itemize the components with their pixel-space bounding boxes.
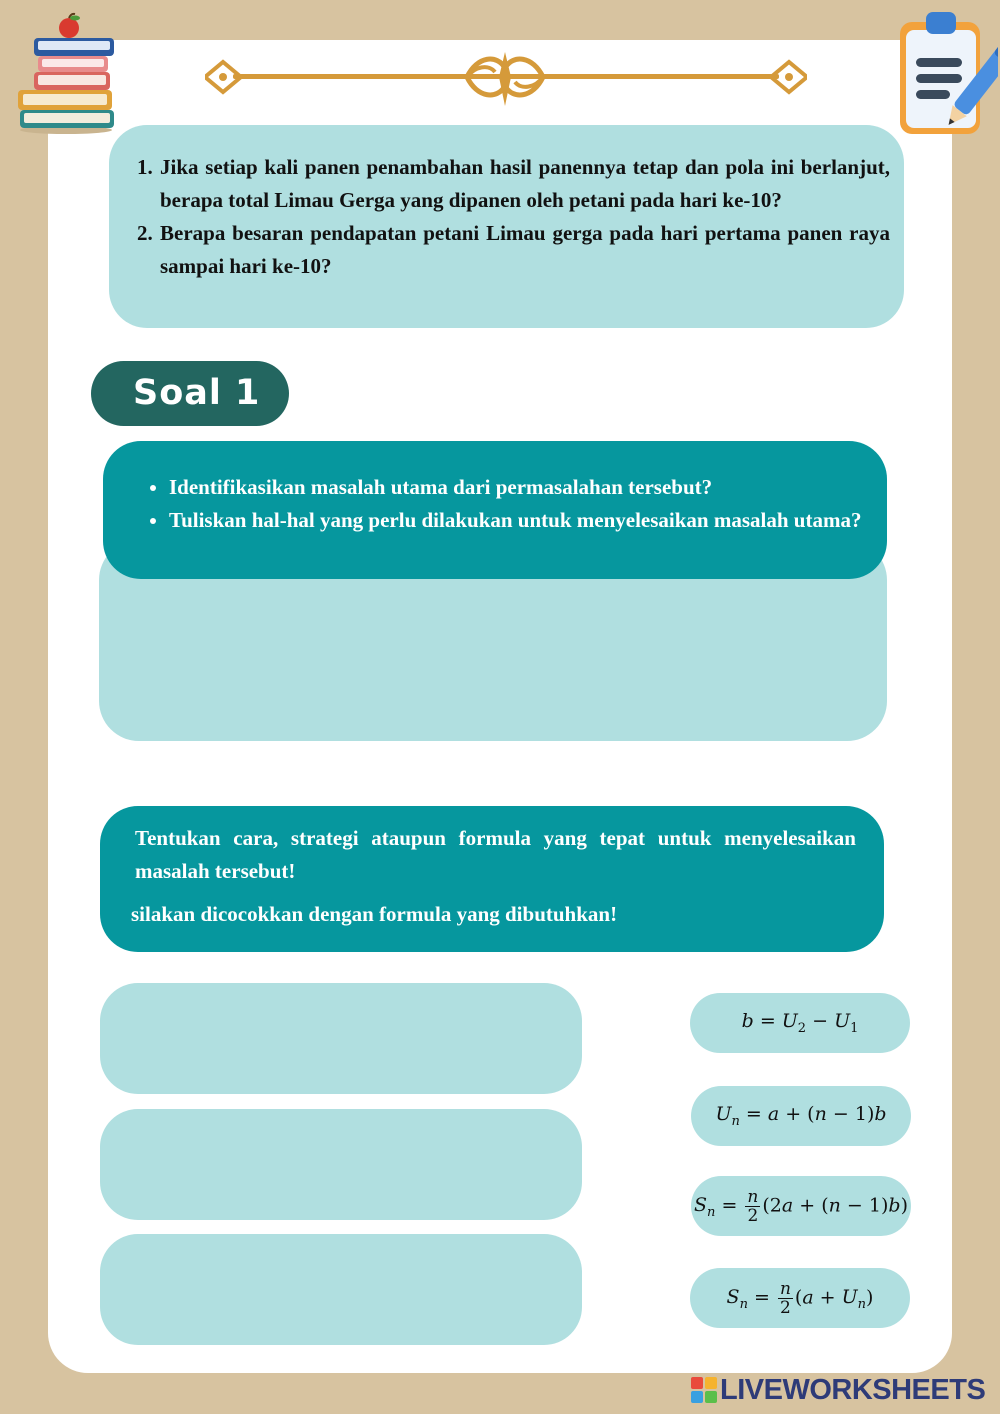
brand-logo[interactable] bbox=[691, 1374, 985, 1406]
formula-chip-sum-2[interactable] bbox=[690, 1268, 910, 1328]
gold-ornament-divider bbox=[205, 50, 807, 108]
formula-text: $U_n = a + (n - 1)b$ bbox=[715, 1103, 887, 1129]
formula-drop-slot-3[interactable] bbox=[100, 1234, 582, 1345]
formula-text: $S_n$ = $\frac{n}{2}$ (2a + (n − 1)b) bbox=[694, 1186, 908, 1226]
formula-chip-sum-1[interactable] bbox=[691, 1176, 911, 1236]
instruction-sub-text: silakan dicocokkan dengan formula yang dibutuhkan! bbox=[131, 902, 618, 926]
clipboard-pencil-icon bbox=[892, 8, 998, 142]
strategy-instruction-box bbox=[100, 806, 884, 952]
question-item: 1. Jika setiap kali panen penambahan hasil panennya tetap dan pola ini berlanjut, berapa total Limau Gerga yang dipanen oleh petani pada hari ke-10? bbox=[158, 151, 890, 217]
instruction-main-text: Tentukan cara, strategi ataupun formula yang tepat untuk menyelesaikan masalah tersebut! bbox=[135, 826, 856, 883]
brand-name: LIVEWORKSHEETS bbox=[720, 1373, 986, 1406]
formula-text: $S_n$ = $\frac{n}{2}$ $(a + U_n)$ bbox=[726, 1278, 874, 1318]
books-stack-icon bbox=[14, 12, 119, 134]
formula-chip-difference[interactable] bbox=[690, 993, 910, 1053]
section-label: Soal 1 bbox=[133, 373, 261, 413]
section-label-pill bbox=[91, 361, 289, 426]
bullet-item: • Identifikasikan masalah utama dari permasalahan tersebut? bbox=[169, 471, 877, 504]
formula-chip-nth-term[interactable] bbox=[691, 1086, 911, 1146]
formula-text: $b = U_2 - U_1$ bbox=[741, 1010, 859, 1036]
liveworksheets-logo-icon bbox=[691, 1377, 717, 1403]
formula-drop-slot-2[interactable] bbox=[100, 1109, 582, 1220]
formula-drop-slot-1[interactable] bbox=[100, 983, 582, 1094]
question-list bbox=[142, 151, 890, 283]
question-item: 2. Berapa besaran pendapatan petani Limau gerga pada hari pertama panen raya sampai hari ke-10? bbox=[158, 217, 890, 283]
bullet-item: • Tuliskan hal-hal yang perlu dilakukan untuk menyelesaikan masalah utama? bbox=[169, 504, 877, 537]
question-box bbox=[109, 125, 904, 328]
bullet-list bbox=[149, 471, 877, 537]
instruction-bullets-box bbox=[103, 441, 887, 579]
